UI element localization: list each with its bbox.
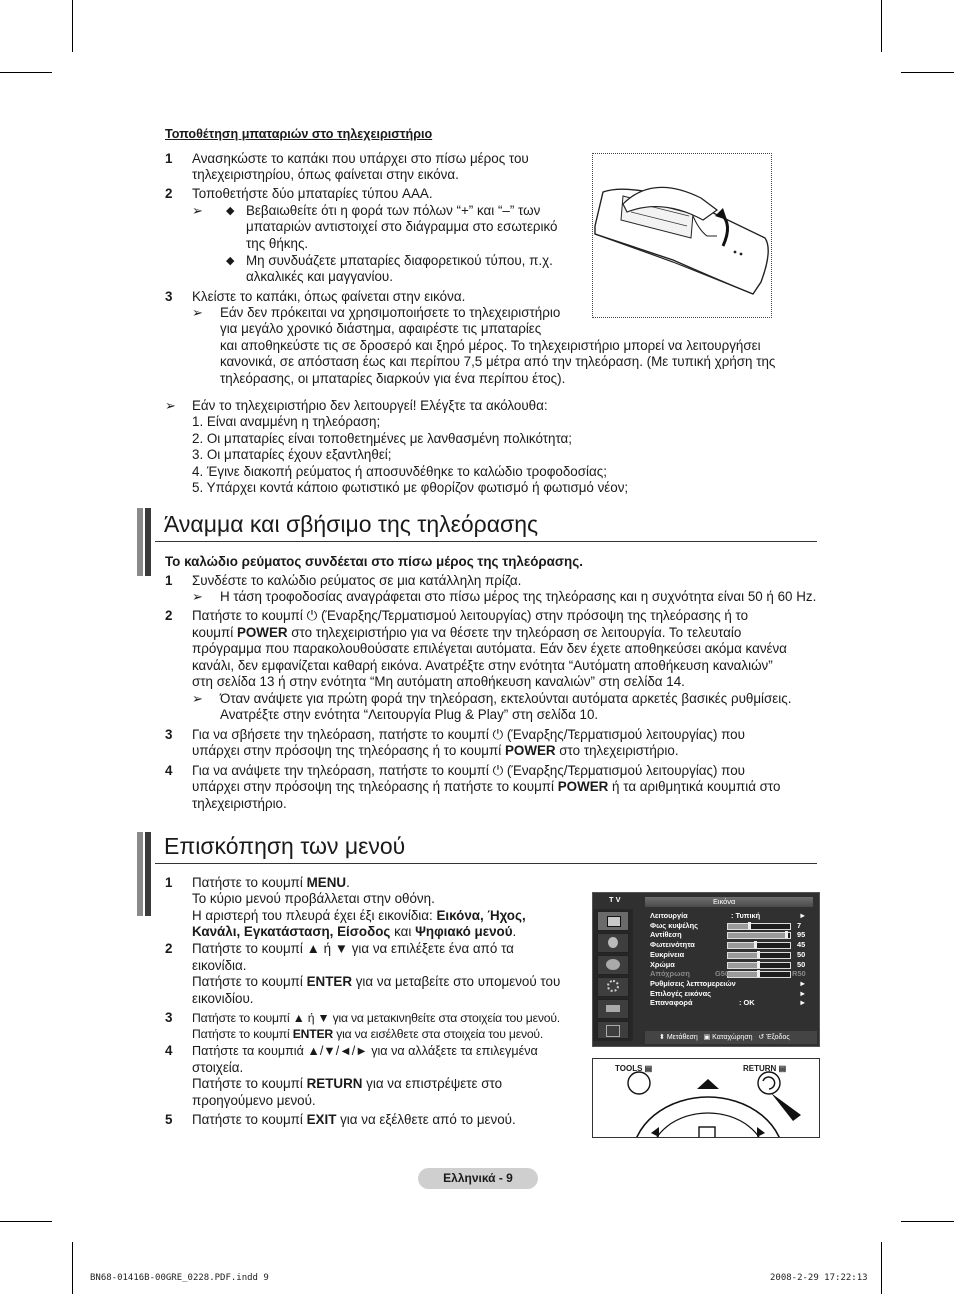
note-text: για μεγάλο χρονικό διάστημα, αφαιρέστε τις μπαταρίες: [220, 321, 542, 336]
step-text: κανάλι, δεν εμφανίζεται καθαρή εικόνα. Ανατρέξτε στην ενότητα “Αυτόματη αποθήκευση καναλιών”: [192, 658, 773, 673]
remote-buttons-illustration: [592, 1058, 820, 1138]
note-text: Ανατρέξτε στην ενότητα “Λειτουργία Plug & Play” στη σελίδα 10.: [220, 707, 599, 722]
return-button-label: RETURN ▤: [743, 1064, 787, 1073]
note-arrow-icon: ➢: [192, 305, 203, 320]
menu-row-value: 50: [797, 949, 806, 959]
slider-fill: [728, 943, 756, 948]
crop-mark: [0, 72, 52, 73]
note-text: Όταν ανάψετε για πρώτη φορά την τηλεόραση, εκτελούνται αυτόματα αρκετές βασικές ρυθμίσεις.: [220, 691, 792, 706]
submenu-arrow-icon: ►: [799, 911, 807, 920]
slider-fill: [728, 963, 759, 968]
step-number: 3: [165, 727, 173, 742]
check-text: 1. Είναι αναμμένη η τηλεόραση;: [192, 414, 381, 429]
menu-footer: ⬍ Μετάθεση ▣ Καταχώρηση ↺ Έξοδος: [659, 1034, 790, 1041]
note-arrow-icon: ➢: [192, 589, 203, 604]
step-text: Το κύριο μενού προβάλλεται στην οθόνη.: [192, 891, 435, 906]
step-number: 4: [165, 1043, 173, 1058]
section-bar: [145, 832, 151, 916]
enter-icon: ▣: [703, 1034, 711, 1041]
return-icon: ▤: [778, 1064, 787, 1073]
slider-knob[interactable]: [757, 951, 760, 958]
menu-title: Εικόνα: [713, 897, 736, 906]
menu-row-value: 7: [797, 920, 802, 930]
step-number: 3: [165, 289, 173, 304]
setup-icon: [597, 977, 629, 997]
bullet-diamond-icon: ◆: [226, 255, 235, 267]
bullet-text: της θήκης.: [246, 236, 309, 251]
tv-label: T V: [609, 895, 621, 904]
return-icon: ↺: [758, 1034, 765, 1041]
step-number: 1: [165, 875, 173, 890]
step-text: Πατήστε το κουμπί ▲ ή ▼ για να επιλέξετε ένα από τα: [192, 941, 514, 956]
step-number: 2: [165, 186, 173, 201]
check-text: Εάν το τηλεχειριστήριο δεν λειτουργεί! Ελέγξτε τα ακόλουθα:: [192, 398, 548, 413]
step-text: Για να σβήσετε την τηλεόραση, πατήστε το κουμπί ⏻ (Έναρξης/Τερματισμού λειτουργίας) που: [192, 727, 745, 742]
note-arrow-icon: ➢: [165, 398, 176, 413]
tools-button-label: TOOLS ▤: [615, 1064, 653, 1073]
menu-row-label[interactable]: Αντίθεση: [650, 930, 682, 940]
note-arrow-icon: ➢: [192, 203, 203, 218]
input-icon: [597, 999, 629, 1019]
note-arrow-icon: ➢: [192, 691, 203, 706]
menu-row-value: : Τυπική: [731, 911, 761, 920]
step-text: τηλεχειριστήριο.: [192, 796, 287, 811]
tv-menu-screenshot: [592, 892, 820, 1047]
menu-slider[interactable]: [727, 942, 791, 949]
step-text: προηγούμενο μενού.: [192, 1093, 316, 1108]
slider-knob[interactable]: [785, 931, 788, 938]
step-text: πρόγραμμα που παρακολουθούσατε επιλέγεται αυτόματα. Εάν δεν έχετε αποθηκεύσει ακόμα κανένα: [192, 641, 787, 656]
step-text: Πατήστε το κουμπί ⏻ (Έναρξης/Τερματισμού λειτουργίας) στην πρόσοψη της τηλεόρασης ή το: [192, 608, 749, 623]
menu-slider[interactable]: [727, 932, 791, 939]
menu-row-value: 95: [797, 930, 806, 940]
channel-icon: [597, 955, 629, 975]
step-text: Πατήστε το κουμπί ENTER για να μεταβείτε στο υπομενού του: [192, 974, 561, 989]
menu-slider[interactable]: [727, 952, 791, 959]
bullet-text: αλκαλικές και μαγγανίου.: [246, 269, 393, 284]
menu-row-label[interactable]: Χρώμα: [650, 959, 675, 969]
step-text: στοιχεία.: [192, 1060, 244, 1075]
power-symbol-icon: ⏻: [492, 727, 504, 742]
slider-fill: [728, 933, 787, 938]
step-number: 1: [165, 573, 173, 588]
section-bar: [137, 832, 143, 916]
heading-rule: [155, 541, 817, 542]
step-text: Κλείστε το καπάκι, όπως φαίνεται στην εικόνα.: [192, 289, 466, 304]
submenu-arrow-icon: ►: [799, 998, 807, 1008]
page-number: Ελληνικά - 9: [443, 1171, 513, 1185]
print-date-info: 2008-2-29 17:22:13: [770, 1273, 868, 1283]
check-text: 4. Έγινε διακοπή ρεύματος ή αποσυνδέθηκε το καλώδιο τροφοδοσίας;: [192, 464, 607, 479]
step-text: κουμπί POWER στο τηλεχειριστήριο για να θέσετε την τηλεόραση σε λειτουργία. Το τελευταίο: [192, 625, 742, 640]
menu-row-label[interactable]: Επαναφορά: [650, 998, 693, 1008]
submenu-arrow-icon: ►: [799, 988, 807, 998]
step-text: στη σελίδα 13 ή στην ενότητα “Μη αυτόματη αποθήκευση καναλιών” στη σελίδα 14.: [192, 674, 685, 689]
slider-knob[interactable]: [754, 941, 757, 948]
step-number: 2: [165, 608, 173, 623]
step-text: Πατήστε τα κουμπιά ▲/▼/◄/► για να αλλάξετε τα επιλεγμένα: [192, 1044, 538, 1058]
step-text: Συνδέστε το καλώδιο ρεύματος σε μια κατάλληλη πρίζα.: [192, 573, 522, 588]
step-text: εικονιδίου.: [192, 991, 254, 1006]
note-text: Εάν δεν πρόκειται να χρησιμοποιήσετε το τηλεχειριστήριο: [220, 305, 561, 320]
menu-row-label[interactable]: Ευκρίνεια: [650, 949, 685, 959]
section-heading: Επισκόπηση των μενού: [164, 833, 406, 859]
digital-menu-icon: [597, 1021, 629, 1039]
crop-mark: [881, 1242, 882, 1294]
note-text: και αποθηκεύστε τις σε δροσερό και ξηρό μέρος. Το τηλεχειριστήριο μπορεί να λειτουργήσει: [220, 338, 761, 353]
step-text: Κανάλι, Εγκατάσταση, Είσοδος και Ψηφιακό μενού.: [192, 924, 517, 939]
step-text: Πατήστε το κουμπί ENTER για να εισέλθετε στα στοιχεία του μενού.: [192, 1027, 544, 1041]
menu-row-value: 45: [797, 940, 806, 950]
step-text: Πατήστε το κουμπί MENU.: [192, 875, 350, 890]
menu-slider[interactable]: [727, 923, 791, 930]
note-text: Η τάση τροφοδοσίας αναγράφεται στο πίσω μέρος της τηλεόρασης και η συχνότητα είναι 50 ή 60 Hz.: [220, 589, 817, 604]
section-heading: Άναμμα και σβήσιμο της τηλεόρασης: [164, 511, 539, 537]
step-text: υπάρχει στην πρόσοψη της τηλεόρασης ή πατήστε το κουμπί POWER ή τα αριθμητικά κουμπιά στο: [192, 779, 781, 794]
step-text: τηλεχειριστηρίου, όπως φαίνεται στην εικόνα.: [192, 167, 459, 182]
menu-row-label[interactable]: Ρυθμίσεις λεπτομερειών: [650, 978, 736, 988]
step-number: 4: [165, 763, 173, 778]
menu-row-label[interactable]: Απόχρωση: [650, 969, 690, 979]
bullet-text: μπαταριών αντιστοιχεί στο διάγραμμα στο εσωτερικό: [246, 219, 558, 234]
menu-row-value: R50: [792, 969, 806, 979]
step-text: Πατήστε το κουμπί EXIT για να εξέλθετε από το μενού.: [192, 1112, 516, 1127]
slider-knob[interactable]: [757, 961, 760, 968]
bullet-text: Μη συνδυάζετε μπαταρίες διαφορετικού τύπου, π.χ.: [246, 253, 553, 268]
check-text: 3. Οι μπαταρίες έχουν εξαντληθεί;: [192, 447, 392, 462]
crop-mark: [0, 1221, 52, 1222]
step-text: Για να ανάψετε την τηλεόραση, πατήστε το κουμπί ⏻ (Έναρξης/Τερματισμού λειτουργίας) που: [192, 763, 745, 778]
power-symbol-icon: ⏻: [492, 763, 504, 778]
step-number: 5: [165, 1112, 173, 1127]
step-number: 1: [165, 151, 173, 166]
print-file-info: BN68-01416B-00GRE_0228.PDF.indd 9: [90, 1273, 269, 1283]
check-text: 5. Υπάρχει κοντά κάποιο φωτιστικό με φθορίζον φωτισμό ή φωτισμό νέον;: [192, 480, 629, 495]
step-text: Ανασηκώστε το καπάκι που υπάρχει στο πίσω μέρος του: [192, 151, 529, 166]
step-text: εικονίδια.: [192, 958, 247, 973]
step-number: 2: [165, 941, 173, 956]
tools-icon: ▤: [644, 1064, 653, 1073]
menu-row-label[interactable]: Φωτεινότητα: [650, 940, 695, 950]
menu-slider[interactable]: [727, 962, 791, 969]
power-symbol-icon: ⏻: [306, 608, 318, 623]
menu-row-value: : OK: [739, 998, 755, 1008]
menu-row-value: G50: [715, 969, 729, 979]
picture-icon: [597, 911, 629, 931]
step-text: Τοποθετήστε δύο μπαταρίες τύπου AAA.: [192, 186, 433, 201]
bullet-text: Βεβαιωθείτε ότι η φορά των πόλων “+” και “–” των: [246, 203, 541, 218]
crop-mark: [901, 1221, 954, 1222]
heading-rule: [155, 863, 817, 864]
menu-row-label[interactable]: Λειτουργία: [650, 911, 688, 920]
section-bar: [137, 508, 143, 576]
slider-fill: [728, 953, 759, 958]
crop-mark: [72, 1242, 73, 1294]
crop-mark: [72, 0, 73, 52]
submenu-arrow-icon: ►: [799, 978, 807, 988]
crop-mark: [901, 72, 954, 73]
remote-battery-illustration: [592, 153, 772, 318]
section-bar: [145, 508, 151, 576]
slider-knob[interactable]: [748, 922, 751, 929]
step-text: Η αριστερή του πλευρά έχει έξι εικονίδια: Εικόνα, Ήχος,: [192, 908, 526, 923]
step-text: Πατήστε το κουμπί RETURN για να επιστρέψετε στο: [192, 1076, 503, 1091]
battery-title: Τοποθέτηση μπαταριών στο τηλεχειριστήριο: [165, 127, 433, 141]
bullet-diamond-icon: ◆: [226, 205, 235, 217]
intro-text: Το καλώδιο ρεύματος συνδέεται στο πίσω μέρος της τηλεόρασης.: [165, 554, 583, 569]
step-text: Πατήστε το κουμπί ▲ ή ▼ για να μετακινηθείτε στα στοιχεία του μενού.: [192, 1011, 560, 1025]
step-number: 3: [165, 1010, 173, 1025]
check-text: 2. Οι μπαταρίες είναι τοποθετημένες με λανθασμένη πολικότητα;: [192, 431, 573, 446]
note-text: κανονικά, σε απόσταση έως και περίπου 7,5 μέτρα από την τηλεόραση. (Με τυπική χρήση της: [220, 354, 776, 369]
sound-icon: [597, 933, 629, 953]
move-icon: ⬍: [659, 1034, 665, 1041]
step-text: υπάρχει στην πρόσοψη της τηλεόρασης ή το κουμπί POWER στο τηλεχειριστήριο.: [192, 743, 679, 758]
slider-knob[interactable]: [757, 970, 760, 977]
slider-fill: [728, 924, 750, 929]
crop-mark: [881, 0, 882, 52]
menu-row-value: 50: [797, 959, 806, 969]
menu-row-label[interactable]: Επιλογές εικόνας: [650, 988, 711, 998]
menu-row-label[interactable]: Φως κυψέλης: [650, 920, 698, 930]
menu-slider[interactable]: [727, 971, 791, 978]
remote-back-icon: [593, 154, 771, 317]
note-text: τηλεόρασης, οι μπαταρίες διαρκούν για ένα περίπου έτος).: [220, 371, 566, 386]
slider-fill: [728, 972, 759, 977]
